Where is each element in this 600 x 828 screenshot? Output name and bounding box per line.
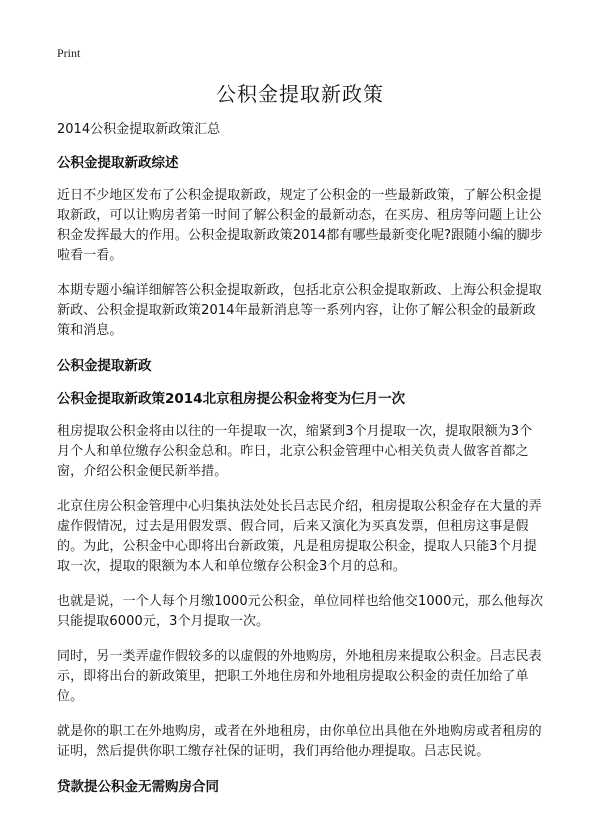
- paragraph: 也就是说，一个人每个月缴1000元公积金，单位同样也给他交1000元，那么他每次只能提取6000元，3个月提取一次。: [57, 594, 544, 629]
- paragraph: 近日不少地区发布了公积金提取新政，规定了公积金的一些最新政策，了解公积金提取新政，可以让购房者第一时间了解公积金的最新动态，在买房、租房等问题上让公积金发挥最大的作用。公积金提取新政策2014都有哪些最新变化呢?跟随小编的脚步啦看一看。: [57, 188, 543, 263]
- article-body: [57, 120, 545, 810]
- paragraph: 同时，另一类弄虚作假较多的以虚假的外地购房，外地租房来提取公积金。吕志民表示，即将出台的新政策里，把职工外地住房和外地租房提取公积金的责任加给了单位。: [57, 649, 542, 704]
- section-heading: 贷款提公积金无需购房合同: [57, 779, 219, 795]
- print-link[interactable]: Print: [57, 46, 81, 60]
- article-summary: 2014公积金提取新政策汇总: [57, 122, 221, 137]
- section-heading: 公积金提取新政综述: [57, 155, 179, 171]
- paragraph: 就是你的职工在外地购房，或者在外地租房，由你单位出具他在外地购房或者租房的证明，然后提供你职工缴存社保的证明，我们再给他办理提取。吕志民说。: [57, 724, 542, 759]
- paragraph: 租房提取公积金将由以往的一年提取一次，缩紧到3个月提取一次，提取限额为3个月个人和单位缴存公积金总和。昨日，北京公积金管理中心相关负责人做客首都之窗，介绍公积金便民新举措。: [57, 424, 533, 479]
- section-heading: 公积金提取新政策2014北京租房提公积金将变为仨月一次: [57, 391, 406, 407]
- paragraph: 北京住房公积金管理中心归集执法处处长吕志民介绍，租房提取公积金存在大量的弄虚作假情况，过去是用假发票、假合同，后来又演化为买真发票，但租房这事是假的。为此，公积金中心即将出台新政策，凡是租房提取公积金，提取人只能3个月提取一次，提取的限额为本人和单位缴存公积金3个月的总和。: [57, 499, 542, 574]
- section-heading: 公积金提取新政: [57, 358, 152, 374]
- page-title: 公积金提取新政策: [216, 82, 384, 106]
- paragraph: 本期专题小编详细解答公积金提取新政，包括北京公积金提取新政、上海公积金提取新政、公积金提取新政策2014年最新消息等一系列内容，让你了解公积金的最新政策和消息。: [57, 283, 542, 338]
